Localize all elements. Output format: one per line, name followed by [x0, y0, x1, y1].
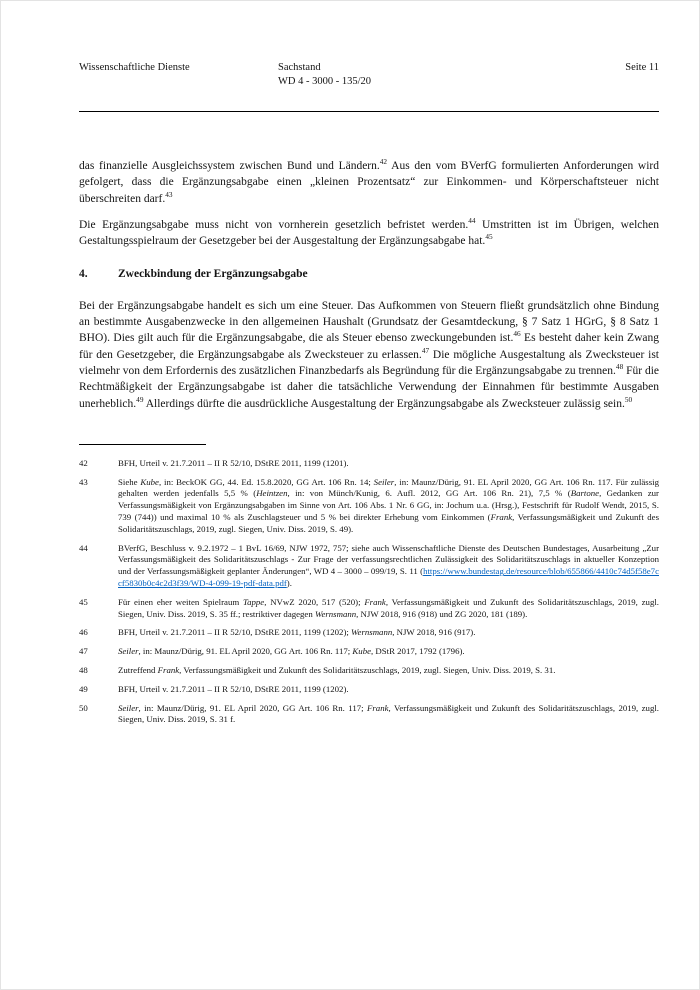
footnote-text [118, 543, 659, 590]
footnote-text [118, 627, 659, 639]
text-run: das finanzielle Ausgleichssystem zwischen Bund und Ländern. [79, 160, 380, 172]
footnote-number: 45 [79, 596, 88, 607]
text-run: Aus den vom BVerfG formulierten Anforderungen wird gefolgert, dass die Ergänzungsabgabe einen „kleinen Prozentsatz“ zur Einkommen- und Körperschaftsteuer nicht überschreiten darf. [79, 160, 660, 205]
footnote [79, 597, 659, 621]
footnote-reference: 47 [421, 345, 430, 355]
text-run: Die mögliche Ausgestaltung als Zwecksteuer ist vielmehr von dem Erfordernis des zusätzlichen Finanzbedarfs als Begründung für die Ergänzungsabgabe zu trennen. [79, 348, 659, 377]
text-run: Kube [140, 476, 159, 487]
text-run: , Verfassungsmäßigkeit und Zukunft des Solidaritätszuschlags, 2019, zugl. Siegen, Univ. Diss. 2019, S. 31. [179, 665, 556, 676]
body-paragraph [79, 298, 659, 412]
header-rule [79, 111, 659, 112]
footnote [79, 477, 659, 536]
page-header [79, 61, 659, 89]
footnote-number: 46 [79, 627, 88, 638]
text-run: , Verfassungsmäßigkeit und Zukunft des Solidaritätszuschlags, 2019, zugl. Siegen, Univ. Diss. 2019, S. 31 f. [118, 702, 659, 725]
footnote-number: 42 [79, 457, 88, 468]
section-heading-title: Zweckbindung der Ergänzungsabgabe [118, 268, 308, 281]
text-run: , DStR 2017, 1792 (1796). [371, 646, 465, 657]
footnote-reference: 44 [468, 216, 476, 226]
text-run: , in: Maunz/Dürig, 91. EL April 2020, GG Art. 106 Rn. 117; [138, 702, 367, 713]
text-run: , in: Maunz/Dürig, 91. EL April 2020, GG Art. 106 Rn. 117. Für zulässig gehalten werden jedenfalls 5,5 % ( [118, 476, 659, 499]
text-run: Für die Rechtmäßigkeit der Ergänzungsabgabe ist daher die tatsächliche Verwendung der Einnahmen für bestimmte Ausgaben unerheblich. [79, 364, 659, 410]
footnote-number: 47 [79, 646, 88, 657]
footnote-text [118, 597, 659, 621]
footnote [79, 646, 659, 658]
header-organization: Wissenschaftliche Dienste [79, 62, 190, 73]
text-run: Heintzen [256, 488, 288, 499]
section-heading [79, 266, 659, 282]
footnote-separator [79, 444, 206, 445]
text-run: BFH, Urteil v. 21.7.2011 – II R 52/10, DStRE 2011, 1199 (1202). [118, 683, 349, 694]
document-body [79, 158, 659, 412]
header-page-number: Seite 11 [625, 62, 659, 73]
hyperlink[interactable]: https://www.bundestag.de/resource/blob/655866/4410c74d5f58e7ccf5830b0c4c2d3f39/WD-4-099-19-pdf-data.pdf [118, 566, 659, 589]
footnote-number: 49 [79, 683, 88, 694]
footnote-text [118, 684, 659, 696]
text-run: Tappe [243, 596, 265, 607]
text-run: , in: Maunz/Dürig, 91. EL April 2020, GG Art. 106 Rn. 117; [138, 646, 353, 657]
text-run: Es besteht daher kein Zwang für den Gesetzgeber, die Ergänzungsabgabe als Zwecksteuer zu erlassen. [79, 332, 659, 361]
footnote-reference: 49 [136, 394, 144, 404]
text-run: Seiler [373, 476, 395, 487]
header-doc-type: Sachstand [278, 62, 321, 73]
footnote-reference: 48 [615, 362, 624, 372]
footnote-text [118, 458, 659, 470]
footnote-text [118, 665, 659, 677]
text-run: BFH, Urteil v. 21.7.2011 – II R 52/10, DStRE 2011, 1199 (1202); [118, 627, 352, 638]
text-run: Bartone [570, 488, 600, 499]
text-run: Die Ergänzungsabgabe muss nicht von vornherein gesetzlich befristet werden. [79, 218, 469, 231]
text-run: Bei der Ergänzungsabgabe handelt es sich um eine Steuer. Das Aufkommen von Steuern fließt grundsätzlich ohne Bindung an bestimmte Ausgabenzwecke in den allgemeinen Haushalt (Grundsatz der Gesamtdeckung, § 7 Satz 1 HGrG, § 8 Satz 1 BHO). Dies gilt auch für die Ergänzungsabgabe, die als Steuer ebenso zweckungebunden ist. [79, 299, 659, 345]
header-doc-number: WD 4 - 3000 - 135/20 [278, 76, 372, 87]
text-run: Frank [490, 512, 513, 523]
text-run: , Verfassungsmäßigkeit und Zukunft des Solidaritätszuschlags, 2019, zugl. Siegen, Univ. Diss. 2019, S. 35 ff.; restriktiver dagegen [118, 596, 659, 619]
text-run: BVerfG, Beschluss v. 9.2.1972 – 1 BvL 16/69, NJW 1972, 757; siehe auch Wissenschaftliche Dienste des Deutschen Bundestages, Ausarbeitung „Zur Verfassungsmäßigkeit des Solidaritätszuschlags - Zur Frage der verfassungsrechtlichen Zulässigkeit des Solidaritätszuschlags in aktueller Konzeption und der Verfassungsmäßigkeit geplanter Änderungen“, WD 4 – 3000 – 099/19, S. 11 ( [118, 542, 659, 577]
footnote [79, 703, 659, 727]
footnote-reference: 46 [513, 329, 521, 339]
footnote-number: 50 [79, 702, 88, 713]
footnote-text [118, 477, 659, 536]
footnote-reference: 42 [379, 157, 388, 167]
footnote-number: 43 [79, 476, 88, 487]
footnote [79, 543, 659, 590]
text-run: Kube [352, 646, 371, 657]
text-run: ). [286, 578, 292, 589]
text-run: , NJW 2018, 916 (917). [392, 627, 476, 638]
footnote-reference: 45 [485, 232, 493, 242]
footnote-text [118, 703, 659, 727]
text-run: Seiler [118, 702, 139, 713]
text-run: , Verfassungsmäßigkeit und Zukunft des Solidaritätszuschlags, 2019, zugl. Siegen, Univ. Diss. 2019, S. 49). [118, 512, 659, 534]
text-run: , Gedanken zur Verfassungsmäßigkeit von Ergänzungsabgaben im Sinne von Art. 106 Abs. 1 Nr. 6 GG, in: Jochum u.a. (Hrsg.), Festschrift für Rudolf Wendt, 2015, S. 739 (744)) und maximal 10 % als Zuschlagsteuer und 5 % bei direkter Erhebung vom Einkommen ( [118, 488, 659, 523]
footnotes-section [79, 458, 659, 726]
footnote-number: 48 [79, 665, 88, 676]
footnote [79, 665, 659, 677]
text-run: Siehe [118, 476, 141, 487]
text-run: Seiler [118, 646, 139, 657]
text-run: Wernsmann [351, 627, 393, 638]
section-heading-number: 4. [79, 268, 88, 281]
text-run: , NJW 2018, 916 (918) und ZG 2020, 181 (189). [356, 608, 528, 619]
text-run: , NVwZ 2020, 517 (520); [264, 596, 365, 607]
text-run: , in: BeckOK GG, 44. Ed. 15.8.2020, GG Art. 106 Rn. 14; [158, 476, 374, 487]
footnote [79, 684, 659, 696]
text-run: Frank [364, 596, 386, 607]
footnote-text [118, 646, 659, 658]
footnote [79, 458, 659, 470]
body-paragraph [79, 217, 659, 250]
text-run: Umstritten ist im Übrigen, welchen Gestaltungsspielraum der Gesetzgeber bei der Ausgestaltung der Ergänzungsabgabe hat. [79, 218, 659, 248]
footnote-number: 44 [79, 542, 88, 553]
text-run: Allerdings dürfte die ausdrückliche Ausgestaltung der Ergänzungsabgabe als Zwecksteuer zulässig sein. [143, 397, 625, 410]
text-run: Frank [367, 702, 389, 713]
text-run: Für einen eher weiten Spielraum [118, 596, 244, 607]
footnote-reference: 50 [624, 394, 633, 404]
text-run: BFH, Urteil v. 21.7.2011 – II R 52/10, DStRE 2011, 1199 (1201). [118, 457, 349, 468]
text-run: Zutreffend [118, 665, 158, 676]
text-run: Wernsmann [314, 608, 357, 619]
body-paragraph [79, 158, 659, 207]
footnote-reference: 43 [165, 189, 173, 199]
footnote [79, 627, 659, 639]
text-run: Frank [157, 665, 180, 676]
header-doc-info [278, 61, 625, 89]
text-run: , in: von Münch/Kunig, 6. Aufl. 2012, GG Art. 106 Rn. 21), 7,5 % ( [287, 488, 571, 499]
